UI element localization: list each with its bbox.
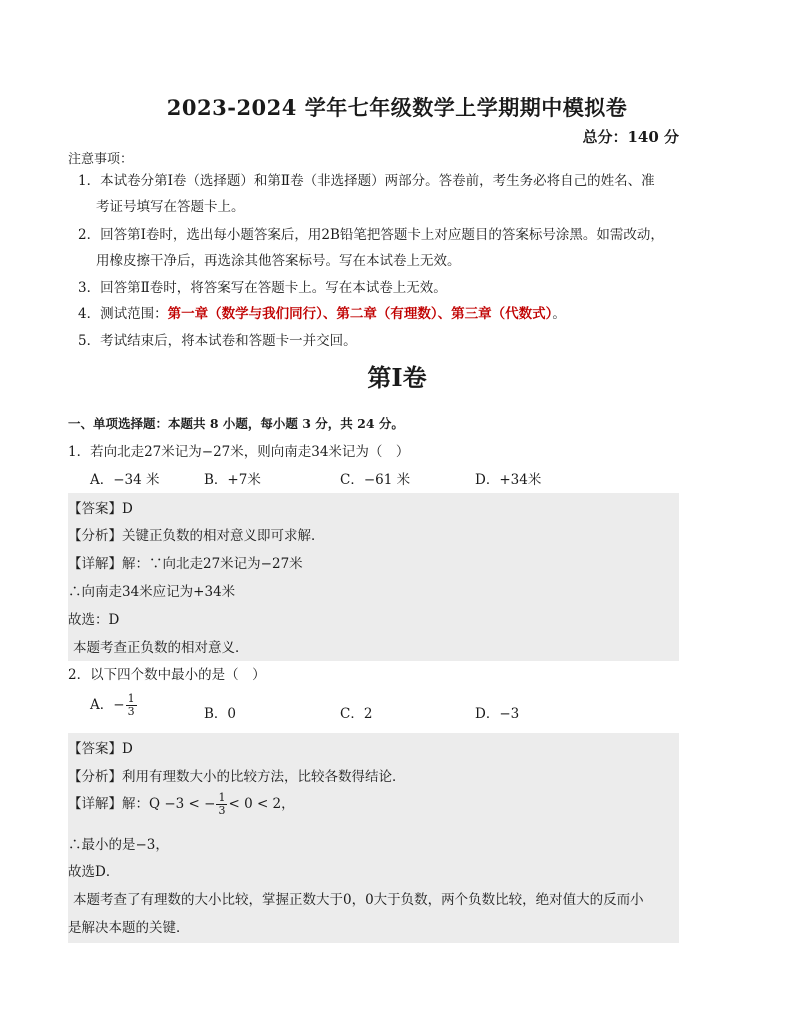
question-1-stem: 1．若向北走27米记为−27米，则向南走34米记为（ ）: [68, 444, 410, 460]
fraction-denominator: 3: [218, 804, 226, 817]
fraction-numerator: 1: [127, 692, 135, 705]
total-score: 总分：140 分: [582, 128, 679, 146]
notice-item-2-line2: 用橡皮擦干净后，再选涂其他答案标号。写在本试卷上无效。: [96, 253, 461, 269]
detail-pre: 解：Q −3 < −: [122, 796, 216, 812]
exam-title: 2023-2024 学年七年级数学上学期期中模拟卷: [166, 95, 628, 120]
question-2-detail: [68, 792, 295, 817]
analysis-text: 关键正负数的相对意义即可求解．: [122, 528, 325, 544]
detail-fraction: [216, 792, 227, 817]
analysis-text: 利用有理数大小的比较方法，比较各数得结论．: [122, 769, 406, 785]
fraction-denominator: 3: [127, 705, 135, 718]
question-1-option-c: C．−61 米: [340, 472, 411, 488]
analysis-tag: 【分析】: [68, 769, 122, 785]
part-title: 第Ⅰ卷: [367, 363, 427, 392]
question-2-comment-1: 本题考查了有理数的大小比较，掌握正数大于0，0大于负数，两个负数比较，绝对值大的反而小: [73, 892, 644, 908]
notice-item-1-line2: 考证号填写在答题卡上。: [96, 199, 245, 215]
question-2-option-a: [90, 693, 138, 718]
answer-tag: 【答案】: [68, 741, 122, 757]
notice-item-3: [78, 278, 698, 298]
question-2-option-d: D．−3: [475, 706, 520, 722]
detail-post: < 0 < 2，: [228, 796, 295, 812]
question-2-choose: 故选D．: [68, 864, 120, 880]
notice-item-5: [78, 331, 698, 351]
option-a-prefix: A．−: [90, 697, 125, 713]
question-2-analysis: [68, 765, 406, 785]
notice-item-1-line1: 1．本试卷分第Ⅰ卷（选择题）和第Ⅱ卷（非选择题）两部分。答卷前，考生务必将自己的姓名、准: [78, 173, 655, 189]
question-2-option-b: B．0: [204, 706, 237, 722]
answer-value: D: [122, 741, 133, 757]
question-1-detail: [68, 552, 303, 572]
question-2-stem: 2．以下四个数中最小的是（ ）: [68, 667, 266, 683]
notice-item-5-line1: 5．考试结束后，将本试卷和答题卡一并交回。: [78, 333, 357, 349]
question-2-answer: [68, 737, 133, 757]
question-1-analysis: [68, 524, 325, 544]
option-a-fraction: [126, 693, 137, 718]
detail-tag: 【详解】: [68, 556, 122, 572]
notice-item-4-prefix: 4．测试范围：: [78, 306, 168, 322]
question-1-option-a: A．−34 米: [90, 472, 160, 488]
question-1-choose: 故选：D: [68, 612, 120, 628]
notice-item-3-line1: 3．回答第Ⅱ卷时，将答案写在答题卡上。写在本试卷上无效。: [78, 280, 447, 296]
question-2-option-c: C．2: [340, 706, 373, 722]
question-1-option-b: B．+7米: [204, 472, 261, 488]
question-1-option-d: D．+34米: [475, 472, 542, 488]
question-1-answer: [68, 497, 133, 517]
notice-item-2-line1: 2．回答第Ⅰ卷时，选出每小题答案后，用2B铅笔把答题卡上对应题目的答案标号涂黑。如需改动，: [78, 227, 664, 243]
question-2-detail-2: ∴最小的是−3，: [68, 837, 169, 853]
analysis-tag: 【分析】: [68, 528, 122, 544]
question-1-comment: 本题考查正负数的相对意义．: [73, 640, 249, 656]
notice-item-4: [78, 304, 698, 324]
answer-tag: 【答案】: [68, 501, 122, 517]
detail-text: 解：∵向北走27米记为−27米: [122, 556, 303, 572]
question-1-detail-2: ∴向南走34米应记为+34米: [68, 584, 236, 600]
section-heading: 一、单项选择题：本题共 8 小题，每小题 3 分，共 24 分。: [68, 416, 404, 431]
notice-item-4-scope: 第一章（数学与我们同行）、第二章（有理数）、第三章（代数式）: [167, 306, 553, 322]
notice-heading: 注意事项：: [68, 152, 134, 167]
notice-item-2: [78, 225, 698, 271]
notice-item-1: [78, 171, 698, 217]
question-2-comment-2: 是解决本题的关键．: [68, 920, 190, 936]
fraction-numerator: 1: [218, 791, 226, 804]
detail-tag: 【详解】: [68, 796, 122, 812]
answer-value: D: [122, 501, 133, 517]
notice-item-4-suffix: 。: [552, 306, 566, 322]
